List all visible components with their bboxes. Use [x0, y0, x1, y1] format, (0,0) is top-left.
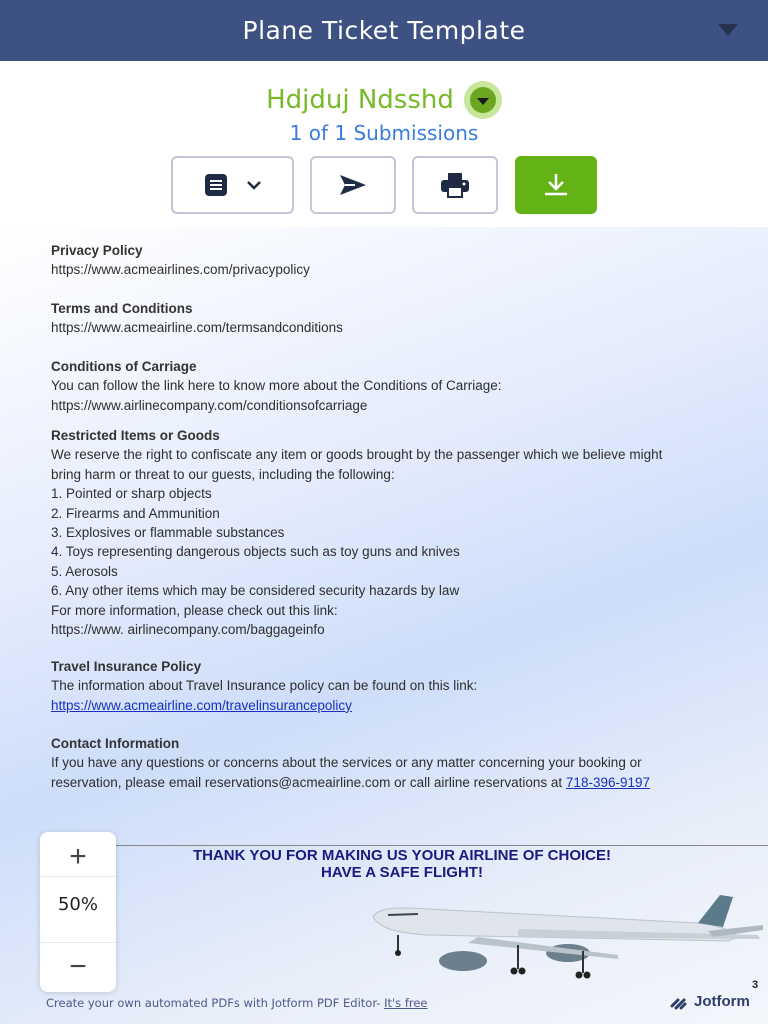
restricted-url: https://www. airlinecompany.com/baggageinfo: [51, 622, 325, 638]
restricted-heading: Restricted Items or Goods: [51, 428, 220, 443]
insurance-link[interactable]: https://www.acmeairline.com/travelinsurancepolicy: [51, 697, 352, 713]
carriage-text: You can follow the link here to know more about the Conditions of Carriage:: [51, 378, 502, 394]
print-button[interactable]: [412, 156, 498, 214]
brand-name: Jotform: [694, 993, 750, 1010]
submission-header: [0, 61, 768, 227]
thanks-line1: THANK YOU FOR MAKING US YOUR AIRLINE OF CHOICE!: [192, 847, 612, 864]
list-item: 5. Aerosols: [51, 563, 118, 579]
restricted-more: For more information, please check out this link:: [51, 602, 338, 618]
download-button[interactable]: [515, 156, 597, 214]
zoom-control: [40, 832, 116, 992]
page-number: 3: [752, 979, 759, 991]
privacy-url: https://www.acmeairlines.com/privacypolicy: [51, 262, 310, 278]
contact-line2: reservation, please email reservations@acmeairline.com or call airline reservations at: [51, 774, 566, 790]
list-item: 4. Toys representing dangerous objects such as toy guns and knives: [51, 544, 460, 560]
list-icon: [204, 173, 228, 197]
submission-counter: 1 of 1 Submissions: [289, 121, 479, 145]
jotform-logo-icon: [670, 994, 688, 1010]
footer-promo: [46, 996, 428, 1010]
zoom-divider: [40, 876, 116, 877]
list-item: 6. Any other items which may be considered security hazards by law: [51, 583, 460, 599]
submitter-dropdown-icon[interactable]: [464, 81, 502, 119]
carriage-heading: Conditions of Carriage: [51, 359, 197, 374]
send-icon: [339, 174, 367, 196]
zoom-out-button[interactable]: −: [69, 950, 87, 983]
list-item: 3. Explosives or flammable substances: [51, 525, 285, 541]
contact-line1: If you have any questions or concerns about the services or any matter concerning your booking or: [51, 755, 642, 771]
zoom-divider: [40, 942, 116, 943]
insurance-section: [51, 657, 751, 715]
its-free-link[interactable]: It's free: [384, 996, 428, 1010]
privacy-heading: Privacy Policy: [51, 243, 143, 258]
form-title: Plane Ticket Template: [242, 16, 526, 45]
privacy-section: [51, 241, 751, 280]
phone-link[interactable]: 718-396-9197: [565, 774, 650, 790]
insurance-text: The information about Travel Insurance policy can be found on this link:: [51, 678, 478, 694]
list-view-button[interactable]: [171, 156, 294, 214]
restricted-section: [51, 426, 751, 639]
zoom-in-button[interactable]: +: [69, 840, 87, 873]
send-button[interactable]: [310, 156, 396, 214]
list-item: 1. Pointed or sharp objects: [51, 486, 212, 502]
restricted-line2: bring harm or threat to our guests, including the following:: [51, 466, 395, 482]
insurance-heading: Travel Insurance Policy: [51, 659, 202, 674]
top-bar: [0, 0, 768, 61]
carriage-url: https://www.airlinecompany.com/conditionsofcarriage: [51, 397, 368, 413]
restricted-line1: We reserve the right to confiscate any item or goods brought by the passenger which we believe might: [51, 447, 663, 463]
contact-heading: Contact Information: [51, 736, 180, 751]
contact-section: [51, 734, 751, 792]
submitter-name: Hdjduj Ndsshd: [266, 85, 454, 115]
terms-heading: Terms and Conditions: [51, 301, 193, 316]
carriage-section: [51, 357, 751, 415]
terms-url: https://www.acmeairline.com/termsandconditions: [51, 320, 343, 336]
download-icon: [542, 172, 570, 198]
jotform-brand[interactable]: [670, 993, 750, 1010]
terms-section: [51, 299, 751, 338]
thank-you-message: [120, 847, 684, 881]
form-menu-caret-icon[interactable]: [718, 24, 738, 36]
thanks-line2: HAVE A SAFE FLIGHT!: [321, 864, 483, 881]
footer-text: Create your own automated PDFs with Jotform PDF Editor-: [46, 996, 385, 1010]
chevron-down-icon: [246, 180, 262, 190]
airplane-illustration: [368, 895, 768, 985]
divider: [115, 845, 768, 846]
submitter-row: [0, 81, 768, 119]
printer-icon: [440, 172, 470, 198]
list-item: 2. Firearms and Ammunition: [51, 505, 220, 521]
zoom-level: 50%: [57, 894, 98, 915]
